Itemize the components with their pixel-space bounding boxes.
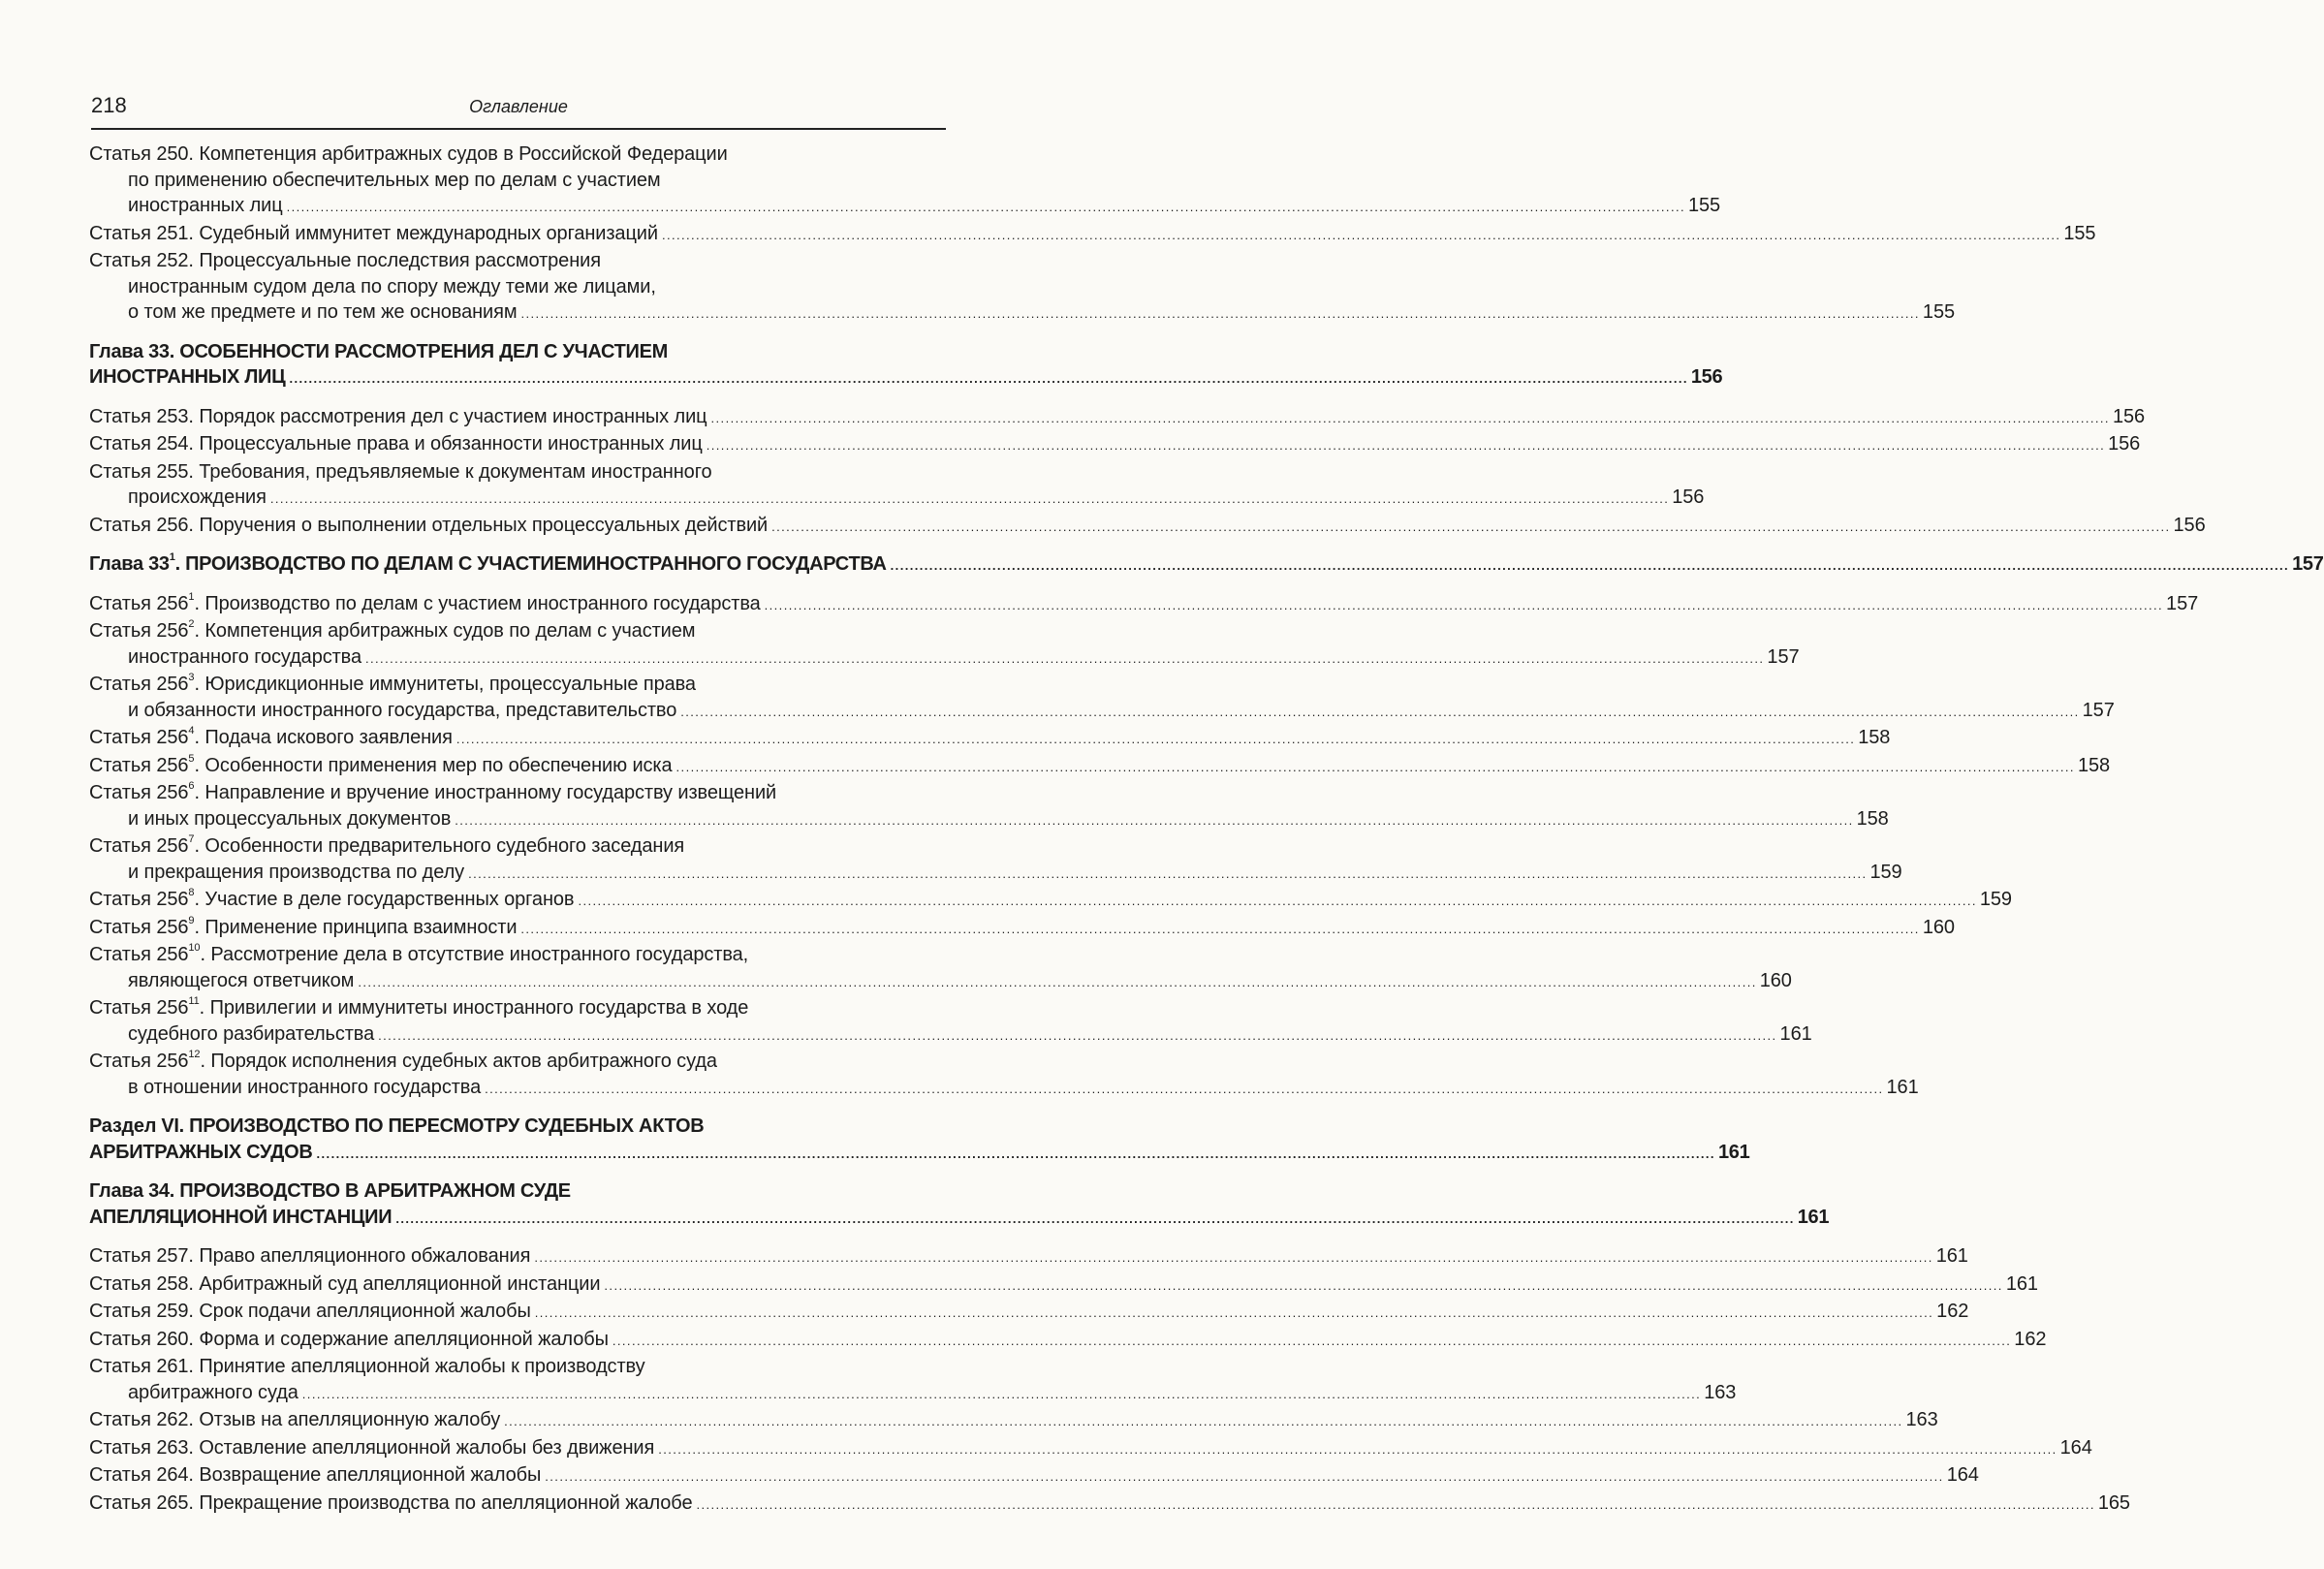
toc-entry-text <box>89 341 668 362</box>
toc-entry-last-line <box>89 806 1889 834</box>
article-label: Статья 261. <box>89 1356 194 1377</box>
toc-entry-title: Прекращение производства по апелляционной жалобе <box>199 1491 693 1514</box>
dot-leader <box>270 491 1669 506</box>
toc-entry-last-line <box>89 221 2096 249</box>
article-label: Статья 264. <box>89 1464 194 1486</box>
toc-entry-text <box>128 195 283 216</box>
dot-leader <box>765 598 2163 612</box>
toc-page-number: 165 <box>2097 1491 2130 1514</box>
toc-entry-text <box>128 646 361 668</box>
article-superscript: 6 <box>188 780 195 792</box>
toc-entry <box>89 780 1889 833</box>
toc-entry-line <box>89 618 944 644</box>
toc-entry-text <box>128 808 451 830</box>
dot-leader <box>504 1414 1902 1428</box>
article-label: Статья 256 <box>89 592 189 614</box>
toc-page-number: 161 <box>1797 1206 1830 1228</box>
dot-leader <box>485 1082 1883 1096</box>
toc-page-number: 157 <box>2292 553 2324 575</box>
article-label: Статья 256 <box>89 889 189 910</box>
article-superscript: 8 <box>188 887 195 898</box>
toc-entry-title: Возвращение апелляционной жалобы <box>199 1464 542 1486</box>
toc-entry <box>89 1049 1919 1102</box>
dot-leader <box>289 371 1687 386</box>
dot-leader <box>520 922 1919 936</box>
toc-entry-text <box>89 1207 392 1228</box>
toc-page-number: 158 <box>2077 754 2111 776</box>
toc-entry-text <box>89 1437 654 1459</box>
article-label: Статья 256 <box>89 944 189 965</box>
heading-superscript: 1 <box>169 551 175 563</box>
article-superscript: 5 <box>188 752 195 765</box>
dot-leader <box>711 411 2110 425</box>
toc-entry-text: Статья $256^2$. Компетенция арбитражных судов по делам с участием <box>89 618 696 642</box>
toc-entry <box>89 459 1705 513</box>
toc-entry-last-line <box>89 1243 1968 1271</box>
dot-leader <box>455 813 1853 828</box>
toc-entry-last-line <box>89 1075 1919 1103</box>
article-label: Статья 256 <box>89 997 189 1019</box>
toc-entry-last-line <box>89 1271 2038 1300</box>
page-header <box>91 91 946 130</box>
toc-entry-last-line <box>89 1021 1812 1050</box>
article-superscript: 1 <box>188 590 195 603</box>
toc-entry-last-line <box>89 431 2141 459</box>
toc-entry-text <box>89 1464 541 1486</box>
toc-page-number: 159 <box>1869 861 1902 883</box>
article-label: Статья 265. <box>89 1491 194 1514</box>
table-of-contents <box>89 141 2324 1518</box>
toc-entry <box>89 995 1812 1049</box>
toc-entry-title: Форма и содержание апелляционной жалобы <box>199 1328 609 1350</box>
toc-entry <box>89 672 2115 725</box>
toc-page-number: 158 <box>1856 807 1889 830</box>
dot-leader <box>358 975 1756 989</box>
toc-entry-text <box>89 1115 704 1137</box>
dot-leader <box>545 1469 1943 1484</box>
toc-entry-last-line <box>89 752 2111 781</box>
article-label: Статья 250. <box>89 143 194 165</box>
toc-entry <box>89 887 2012 915</box>
article-label: Статья 254. <box>89 433 194 455</box>
article-label: Статья 260. <box>89 1328 194 1350</box>
article-label: Статья 256 <box>89 620 189 642</box>
toc-entry-line <box>89 274 944 300</box>
toc-page-number: 157 <box>2082 699 2115 721</box>
toc-entry-line <box>89 942 944 968</box>
toc-entry-last-line <box>89 725 1891 753</box>
toc-entry-last-line <box>89 193 1721 221</box>
dot-leader <box>521 306 1920 321</box>
article-superscript: 9 <box>188 914 195 926</box>
toc-entry-last-line <box>89 364 1723 392</box>
toc-entry-text: Статья $256^6$. Направление и вручение иностранному государству извещений <box>89 780 777 803</box>
toc-entry-text <box>89 1142 313 1163</box>
toc-entry-title: иностранных лиц <box>128 195 283 216</box>
toc-page-number: 164 <box>2059 1436 2092 1459</box>
toc-entry <box>89 833 1902 887</box>
toc-entry-title: Подача искового заявления <box>204 727 453 748</box>
toc-entry-last-line <box>89 1205 1830 1233</box>
toc-entry-text: Статья $256^{12}$. Порядок исполнения судебных актов арбитражного суда <box>89 1049 717 1072</box>
toc-entry-title: в отношении иностранного государства <box>128 1076 482 1098</box>
toc-heading <box>89 551 2324 580</box>
toc-entry-last-line <box>89 404 2146 432</box>
section-gap <box>89 1232 944 1243</box>
toc-entry-last-line <box>89 968 1792 996</box>
toc-entry <box>89 618 1800 672</box>
toc-entry-text <box>89 1329 609 1350</box>
toc-entry <box>89 1299 1969 1327</box>
article-label: Статья 257. <box>89 1245 194 1267</box>
toc-entry-text: Статья $256^8$. Участие в деле государственных органов <box>89 887 575 910</box>
toc-entry-text <box>89 1301 531 1322</box>
toc-entry <box>89 404 2146 432</box>
toc-page-number: 160 <box>1759 969 1792 991</box>
toc-entry <box>89 1462 1979 1491</box>
toc-page-number: 155 <box>2063 222 2096 244</box>
toc-entry-last-line <box>89 644 1800 673</box>
toc-entry-title: Глава 34. ПРОИЗВОДСТВО В АРБИТРАЖНОМ СУДЕ <box>89 1180 571 1202</box>
toc-entry-line <box>89 1049 944 1075</box>
toc-entry <box>89 752 2111 781</box>
toc-entry-last-line <box>89 1435 2092 1463</box>
toc-entry <box>89 248 1955 328</box>
toc-entry-title: о том же предмете и по тем же основаниям <box>128 301 518 323</box>
toc-page-number: 156 <box>2112 405 2146 427</box>
article-label: Статья 256 <box>89 782 189 803</box>
toc-entry-last-line <box>89 860 1902 888</box>
toc-entry-text <box>128 301 518 323</box>
toc-entry-text <box>89 433 703 455</box>
article-superscript: 11 <box>188 995 200 1007</box>
toc-entry-text <box>128 970 354 991</box>
toc-entry-text <box>89 1273 600 1295</box>
toc-entry <box>89 141 1721 221</box>
dot-leader <box>395 1211 1794 1226</box>
toc-entry-title: Рассмотрение дела в отсутствие иностранного государства, <box>210 944 749 965</box>
dot-leader <box>378 1028 1776 1043</box>
article-label: Статья 256 <box>89 727 189 748</box>
toc-entry-line <box>89 339 944 365</box>
article-superscript: 3 <box>188 672 195 683</box>
toc-entry-title: ИНОСТРАННОГО ГОСУДАРСТВА <box>581 553 887 575</box>
article-label: Статья 256. <box>89 514 194 536</box>
toc-entry-text <box>89 1409 500 1430</box>
toc-entry-line <box>89 780 944 806</box>
toc-entry-title: Глава 33. ОСОБЕННОСТИ РАССМОТРЕНИЯ ДЕЛ С УЧАСТИЕМ <box>89 340 669 362</box>
toc-page-number: 164 <box>1946 1464 1979 1486</box>
toc-entry-title: Раздел VI. ПРОИЗВОДСТВО ПО ПЕРЕСМОТРУ СУДЕБНЫХ АКТОВ <box>89 1115 705 1137</box>
toc-entry-line <box>89 833 944 860</box>
heading-title: . ПРОИЗВОДСТВО ПО ДЕЛАМ С УЧАСТИЕМ <box>174 553 582 575</box>
toc-page-number: 163 <box>1704 1381 1737 1403</box>
toc-heading <box>89 339 1723 392</box>
toc-entry-title: Арбитражный суд апелляционной инстанции <box>199 1272 601 1295</box>
toc-entry-last-line <box>89 1407 1938 1435</box>
toc-entry-line <box>89 248 944 274</box>
dot-leader <box>535 1305 1933 1320</box>
article-label: Статья 253. <box>89 405 194 427</box>
toc-entry-text <box>89 461 711 483</box>
toc-entry-line <box>89 141 944 168</box>
article-superscript: 7 <box>188 833 195 845</box>
dot-leader <box>662 228 2060 242</box>
dot-leader <box>771 519 2170 534</box>
dot-leader <box>534 1250 1932 1265</box>
dot-leader <box>317 1146 1715 1161</box>
toc-entry-last-line <box>89 590 2199 619</box>
dot-leader <box>302 1387 1701 1401</box>
toc-entry-title: Отзыв на апелляционную жалобу <box>199 1409 501 1430</box>
toc-entry-last-line <box>89 1299 1969 1327</box>
toc-entry-title: и иных процессуальных документов <box>128 807 452 830</box>
toc-entry-title: Применение принципа взаимности <box>204 916 518 938</box>
toc-entry <box>89 590 2199 619</box>
toc-entry-title: иностранным судом дела по спору между теми же лицами, <box>128 275 656 298</box>
toc-entry-last-line <box>89 299 1955 328</box>
toc-entry-title: Компетенция арбитражных судов по делам с участием <box>204 620 696 642</box>
article-label: Статья 256 <box>89 916 189 938</box>
toc-entry-text: Статья $256^5$. Особенности применения мер по обеспечению иска <box>89 752 673 776</box>
toc-page-number: 159 <box>1979 889 2012 910</box>
heading-label: Глава 33 <box>89 553 170 575</box>
article-label: Статья 263. <box>89 1436 194 1459</box>
section-gap <box>89 1167 944 1178</box>
toc-entry-title: Порядок исполнения судебных актов арбитражного суда <box>210 1051 717 1072</box>
toc-heading <box>89 1178 1830 1232</box>
dot-leader <box>468 866 1867 881</box>
article-label: Статья 258. <box>89 1272 194 1295</box>
toc-entry-title: Производство по делам с участием иностранного государства <box>204 592 761 614</box>
toc-page-number: 158 <box>1858 727 1891 748</box>
toc-entry-last-line <box>89 1327 2047 1355</box>
toc-entry-text <box>128 170 661 191</box>
toc-heading <box>89 1114 1750 1167</box>
article-superscript: 10 <box>188 942 201 954</box>
toc-entry-last-line <box>89 485 1705 513</box>
toc-page-number: 161 <box>1886 1076 1919 1098</box>
article-label: Статья 256 <box>89 835 189 857</box>
page-number: 218 <box>91 93 127 117</box>
toc-entry-title: Процессуальные права и обязанности иностранных лиц <box>199 433 703 455</box>
section-gap <box>89 580 944 591</box>
toc-entry <box>89 1407 1938 1435</box>
dot-leader <box>696 1497 2094 1512</box>
toc-entry-title: происхождения <box>128 486 267 508</box>
section-gap <box>89 328 944 339</box>
toc-entry-text <box>128 862 464 883</box>
toc-entry-title: АПЕЛЛЯЦИОННОЙ ИНСТАНЦИИ <box>89 1206 393 1228</box>
toc-entry <box>89 1243 1968 1271</box>
toc-entry-title: иностранного государства <box>128 645 362 668</box>
toc-page-number: 160 <box>1922 916 1955 938</box>
dot-leader <box>578 894 1976 908</box>
section-gap <box>89 392 944 404</box>
toc-entry-text <box>128 700 676 721</box>
toc-entry-last-line <box>89 914 1955 943</box>
toc-page-number: 156 <box>1672 486 1705 508</box>
toc-entry-text: Статья $256^{11}$. Привилегии и иммунитеты иностранного государства в ходе <box>89 995 749 1019</box>
dot-leader <box>680 705 2079 719</box>
toc-entry-text <box>89 515 768 536</box>
toc-page-number: 156 <box>2173 514 2206 536</box>
toc-entry-last-line <box>89 1380 1737 1408</box>
toc-entry-text <box>128 1077 481 1098</box>
section-gap <box>89 1102 944 1114</box>
toc-page-number: 162 <box>1936 1301 1969 1322</box>
toc-entry <box>89 942 1792 995</box>
toc-entry-title: Срок подачи апелляционной жалобы <box>199 1301 531 1322</box>
toc-entry-text <box>89 553 887 575</box>
dot-leader <box>456 732 1855 746</box>
toc-entry-title: Поручения о выполнении отдельных процессуальных действий <box>199 514 769 536</box>
dot-leader <box>658 1442 2057 1457</box>
toc-page-number: 157 <box>1767 645 1800 668</box>
article-label: Статья 259. <box>89 1301 194 1322</box>
toc-entry-title: ИНОСТРАННЫХ ЛИЦ <box>89 366 286 388</box>
toc-entry-text: Статья $256^{10}$. Рассмотрение дела в отсутствие иностранного государства, <box>89 942 749 965</box>
dot-leader <box>287 200 1685 214</box>
toc-entry-line <box>89 1114 944 1140</box>
toc-entry-title: Судебный иммунитет международных организаций <box>199 222 658 244</box>
article-superscript: 12 <box>188 1049 201 1060</box>
toc-entry-title: Юрисдикционные иммунитеты, процессуальные права <box>204 674 696 695</box>
toc-entry-line <box>89 1178 944 1205</box>
toc-entry <box>89 1271 2038 1300</box>
toc-entry-title: Участие в деле государственных органов <box>204 889 575 910</box>
toc-entry-title: АРБИТРАЖНЫХ СУДОВ <box>89 1141 313 1163</box>
dot-leader <box>707 438 2105 453</box>
toc-entry-text: Статья $256^9$. Применение принципа взаимности <box>89 914 518 938</box>
dot-leader <box>612 1334 2011 1348</box>
toc-entry-title: Право апелляционного обжалования <box>199 1245 531 1267</box>
toc-entry <box>89 1327 2047 1355</box>
toc-entry-title: Направление и вручение иностранному государству извещений <box>204 782 777 803</box>
toc-entry-title: Привилегии и иммунитеты иностранного государства в ходе <box>209 997 749 1019</box>
toc-entry-text <box>89 1245 530 1267</box>
toc-page-number: 161 <box>1779 1022 1812 1045</box>
toc-entry-title: и прекращения производства по делу <box>128 861 465 883</box>
toc-entry-title: по применению обеспечительных мер по делам с участием <box>128 169 661 191</box>
dot-leader <box>365 651 1764 666</box>
toc-entry <box>89 221 2096 249</box>
toc-entry-last-line <box>89 1491 2130 1519</box>
toc-entry-text <box>89 143 728 165</box>
article-label: Статья 255. <box>89 460 194 483</box>
toc-entry-title: арбитражного суда <box>128 1381 298 1403</box>
section-gap <box>89 540 944 551</box>
toc-entry-line <box>89 995 944 1021</box>
toc-entry-title: Процессуальные последствия рассмотрения <box>199 250 601 271</box>
toc-entry-last-line <box>89 1140 1750 1168</box>
toc-page-number: 155 <box>1922 301 1955 323</box>
toc-entry-text <box>89 1356 645 1377</box>
toc-page-number: 163 <box>1905 1409 1938 1430</box>
toc-entry-text <box>128 486 267 508</box>
toc-entry-last-line <box>89 698 2115 726</box>
toc-entry-line <box>89 672 944 698</box>
toc-entry-title: судебного разбирательства <box>128 1022 375 1045</box>
toc-entry-text: Статья $256^3$. Юрисдикционные иммунитеты, процессуальные права <box>89 672 696 695</box>
toc-entry-last-line <box>89 551 2324 580</box>
article-label: Статья 252. <box>89 250 194 271</box>
toc-page-number: 156 <box>2108 433 2141 455</box>
article-label: Статья 256 <box>89 754 189 776</box>
dot-leader <box>891 558 2289 573</box>
toc-entry-title: Принятие апелляционной жалобы к производству <box>199 1356 645 1377</box>
toc-page-number: 161 <box>1935 1245 1968 1267</box>
toc-entry-text: Статья $256^1$. Производство по делам с участием иностранного государства <box>89 590 761 614</box>
toc-entry <box>89 725 1891 753</box>
article-label: Статья 256 <box>89 1051 189 1072</box>
toc-page-number: 162 <box>2014 1328 2047 1350</box>
dot-leader <box>604 1278 2002 1293</box>
toc-entry-text: Статья $256^4$. Подача искового заявления <box>89 725 453 748</box>
toc-entry <box>89 1354 1737 1407</box>
toc-entry-text: Статья $256^7$. Особенности предварительного судебного заседания <box>89 833 685 857</box>
toc-page-number: 157 <box>2166 592 2199 614</box>
toc-entry-last-line <box>89 513 2206 541</box>
toc-entry-text <box>89 250 601 271</box>
toc-entry-title: и обязанности иностранного государства, представительство <box>128 699 677 721</box>
toc-page-number: 161 <box>2005 1272 2038 1295</box>
running-title: Оглавление <box>469 97 568 116</box>
toc-entry-text <box>89 406 707 427</box>
toc-entry-title: Особенности применения мер по обеспечению иска <box>204 754 673 776</box>
toc-entry-title: Особенности предварительного судебного заседания <box>204 835 685 857</box>
toc-entry-text <box>128 1382 298 1403</box>
toc-entry <box>89 513 2206 541</box>
toc-entry-text <box>89 223 658 244</box>
toc-entry-text <box>89 1492 692 1514</box>
toc-entry-line <box>89 168 944 194</box>
toc-page-number: 156 <box>1690 366 1723 388</box>
toc-entry-text <box>89 1180 571 1202</box>
article-label: Статья 251. <box>89 222 194 244</box>
article-superscript: 2 <box>188 618 195 630</box>
toc-entry-line <box>89 459 944 486</box>
toc-entry-text <box>128 276 656 298</box>
toc-page-number: 161 <box>1717 1141 1750 1163</box>
toc-page-number: 155 <box>1687 195 1721 216</box>
article-superscript: 4 <box>188 725 195 737</box>
toc-entry <box>89 1491 2130 1519</box>
toc-entry-last-line <box>89 887 2012 915</box>
toc-entry-last-line <box>89 1462 1979 1491</box>
toc-entry <box>89 914 1955 943</box>
dot-leader <box>676 760 2075 774</box>
article-label: Статья 256 <box>89 674 189 695</box>
toc-entry-title: Требования, предъявляемые к документам иностранного <box>199 460 712 483</box>
toc-entry-title: Порядок рассмотрения дел с участием иностранных лиц <box>199 405 707 427</box>
toc-entry-text <box>128 1023 374 1045</box>
article-label: Статья 262. <box>89 1409 194 1430</box>
toc-entry-title: Компетенция арбитражных судов в Российской Федерации <box>199 143 728 165</box>
toc-entry <box>89 1435 2092 1463</box>
toc-entry-title: являющегося ответчиком <box>128 969 355 991</box>
toc-entry-line <box>89 1354 944 1380</box>
toc-entry <box>89 431 2141 459</box>
toc-entry-text <box>89 366 285 388</box>
toc-entry-title: Оставление апелляционной жалобы без движения <box>199 1436 655 1459</box>
